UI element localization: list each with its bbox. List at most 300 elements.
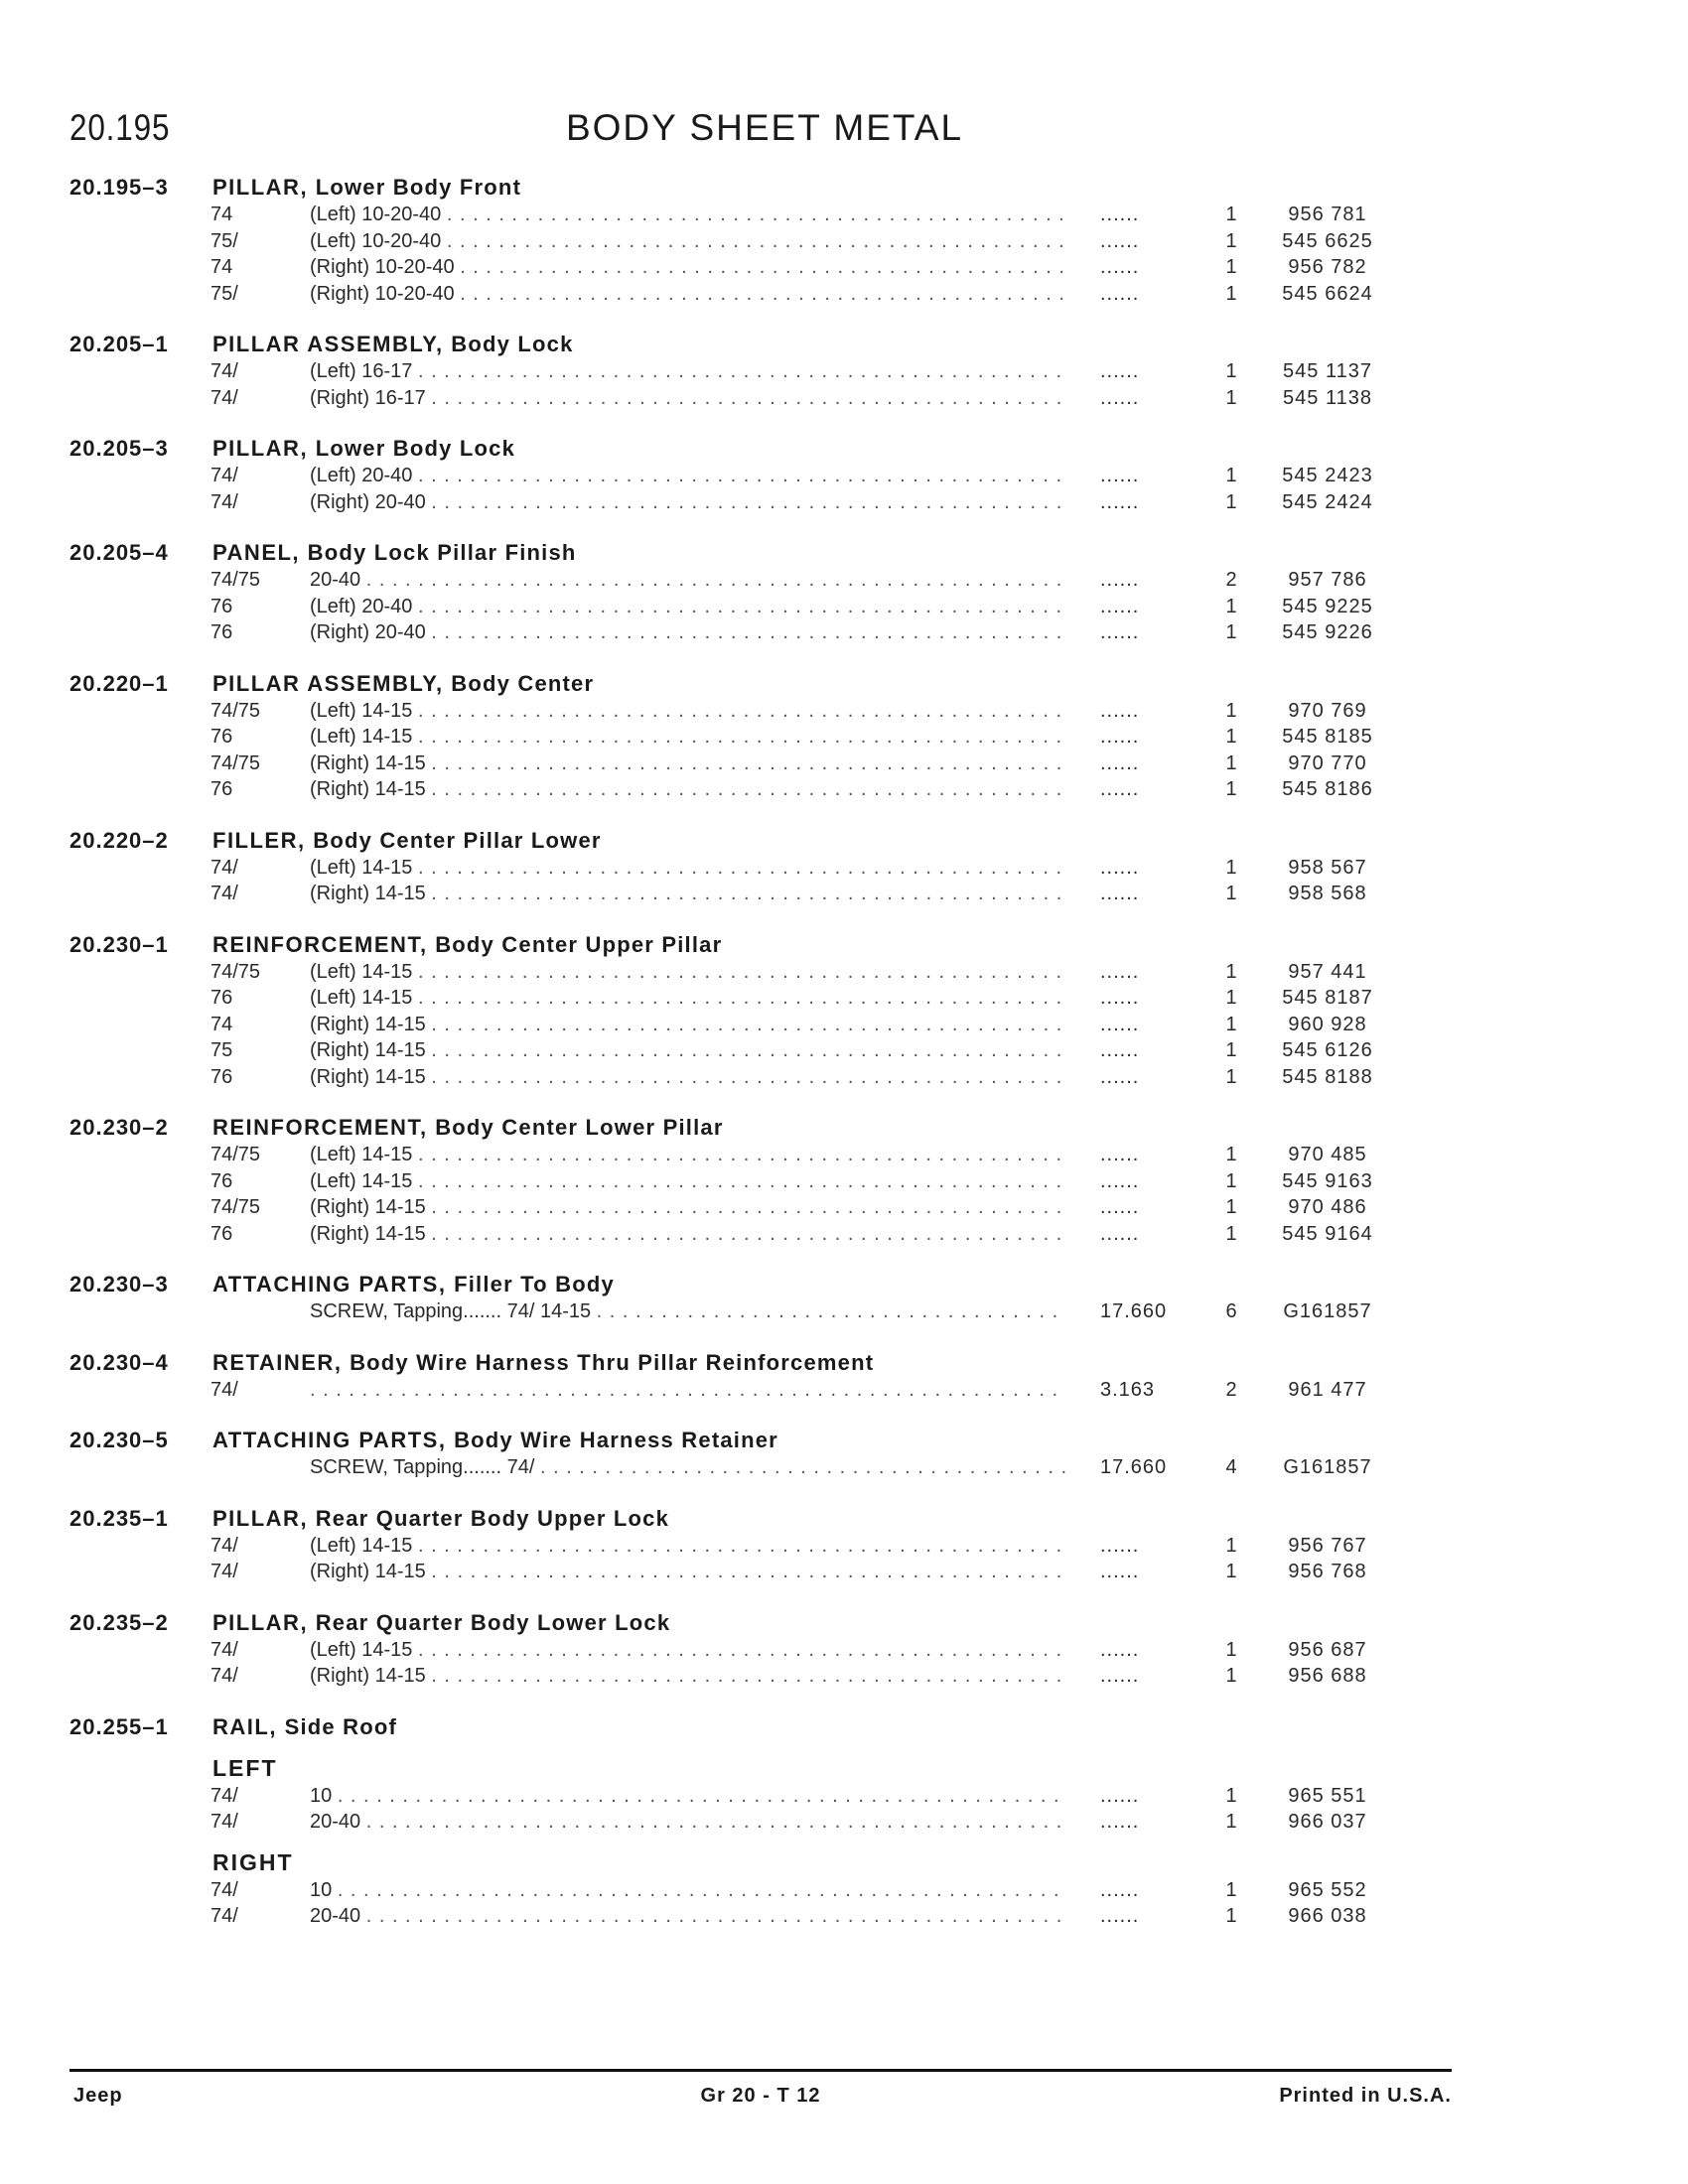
- reference-number: ......: [1100, 1065, 1140, 1088]
- description-leader: [310, 1144, 1066, 1166]
- catalog-section: [0, 1714, 1688, 1932]
- part-row: [0, 1639, 1688, 1666]
- quantity: 1: [1225, 204, 1237, 225]
- part-row: [0, 1811, 1688, 1838]
- section-title: [212, 671, 594, 697]
- section-header: [0, 436, 1688, 465]
- model-code: 74/: [211, 386, 238, 409]
- description-leader: [310, 596, 1066, 618]
- section-title-sub: Rear Quarter Body Lower Lock: [315, 1609, 671, 1635]
- part-row: [0, 726, 1688, 752]
- description-leader: [310, 778, 1066, 801]
- footer-brand: Jeep: [73, 2085, 123, 2107]
- quantity: 1: [1225, 1144, 1237, 1165]
- quantity: 1: [1225, 1039, 1237, 1061]
- model-code: 74/75: [211, 699, 261, 722]
- description-leader: [310, 752, 1066, 775]
- part-description: (Right) 14-15: [310, 1561, 432, 1582]
- quantity: 1: [1225, 1534, 1237, 1557]
- section-header: [0, 1350, 1688, 1379]
- description-leader: [310, 1196, 1066, 1219]
- part-description: (Right) 14-15: [310, 778, 432, 800]
- part-description: (Right) 14-15: [310, 1196, 432, 1218]
- section-title: [212, 1714, 397, 1740]
- quantity: 1: [1225, 1811, 1237, 1833]
- quantity: 1: [1225, 1013, 1237, 1035]
- part-description: (Left) 14-15: [310, 856, 418, 879]
- section-title-sub: Filler To Body: [454, 1272, 615, 1297]
- part-description: (Left) 14-15: [310, 1534, 418, 1557]
- model-code: 74/: [211, 1638, 238, 1661]
- part-description: (Left) 10-20-40: [310, 229, 447, 252]
- model-code: 74/: [211, 883, 238, 904]
- description-leader: [310, 1300, 1066, 1323]
- model-code: 75: [211, 1039, 233, 1061]
- part-number: 966 037: [1288, 1811, 1367, 1833]
- description-leader: [310, 569, 1066, 592]
- model-code: 74/75: [211, 960, 261, 983]
- model-code: 76: [211, 1169, 233, 1192]
- part-description: 10: [310, 1784, 338, 1807]
- quantity: 1: [1225, 883, 1237, 904]
- quantity: 1: [1225, 465, 1237, 486]
- group-heading: [0, 1751, 1688, 1785]
- footer-group-ref: Gr 20 - T 12: [700, 2085, 821, 2107]
- section-number: 20.220–1: [70, 670, 169, 696]
- part-description: SCREW, Tapping....... 74/: [310, 1456, 540, 1478]
- parts-list: [0, 175, 1688, 1955]
- description-leader: [310, 1066, 1066, 1089]
- part-description: (Left) 14-15: [310, 726, 418, 748]
- quantity: 1: [1225, 699, 1237, 722]
- model-code: 76: [211, 1222, 233, 1245]
- part-number: 956 768: [1288, 1561, 1367, 1582]
- part-row: [0, 1039, 1688, 1066]
- catalog-section: [0, 1428, 1688, 1483]
- description-leader: [310, 1665, 1066, 1688]
- section-title: [212, 1428, 778, 1453]
- reference-number: ......: [1100, 883, 1140, 904]
- quantity: 1: [1225, 1065, 1237, 1088]
- part-number: 545 1138: [1283, 386, 1372, 409]
- part-number: G161857: [1283, 1300, 1372, 1322]
- catalog-section: [0, 932, 1688, 1093]
- reference-number: ......: [1100, 465, 1140, 486]
- description-leader: [310, 491, 1066, 514]
- section-number: 20.205–3: [70, 436, 169, 461]
- part-number: 957 786: [1288, 569, 1367, 591]
- quantity: 1: [1225, 229, 1237, 252]
- model-code: 76: [211, 987, 233, 1009]
- part-description: (Right) 14-15: [310, 751, 432, 774]
- quantity: 2: [1225, 1378, 1237, 1401]
- part-row: [0, 1665, 1688, 1692]
- description-leader: [310, 987, 1066, 1010]
- reference-number: ......: [1100, 229, 1140, 252]
- part-description: (Right) 16-17: [310, 386, 432, 409]
- description-leader: [310, 726, 1066, 749]
- part-number: 545 9164: [1282, 1222, 1373, 1245]
- quantity: 1: [1225, 1222, 1237, 1245]
- part-number: 958 567: [1288, 856, 1367, 879]
- part-number: 545 9225: [1282, 595, 1373, 617]
- catalog-section: [0, 1506, 1688, 1587]
- model-code: 74/: [211, 490, 238, 513]
- description-leader: [310, 1223, 1066, 1246]
- description-leader: [310, 1785, 1066, 1808]
- description-leader: [310, 857, 1066, 880]
- section-title-main: FILLER,: [212, 827, 306, 853]
- part-row: [0, 778, 1688, 805]
- part-row: [0, 1905, 1688, 1932]
- section-number: 20.230–4: [70, 1349, 169, 1375]
- model-code: 74/: [211, 1534, 238, 1557]
- part-row: [0, 1785, 1688, 1812]
- part-number: 965 552: [1288, 1878, 1367, 1901]
- group-heading: [0, 1845, 1688, 1879]
- part-row: [0, 857, 1688, 884]
- section-title: [212, 332, 574, 357]
- group-label: RIGHT: [212, 1848, 294, 1875]
- reference-number: ......: [1100, 360, 1140, 382]
- quantity: 1: [1225, 1169, 1237, 1192]
- page-header: [70, 107, 1460, 157]
- part-number: 960 928: [1288, 1013, 1367, 1035]
- reference-number: ......: [1100, 1811, 1140, 1833]
- section-header: [0, 332, 1688, 360]
- section-number: 20.205–4: [70, 540, 169, 565]
- reference-number: 17.660: [1100, 1456, 1168, 1478]
- section-number: 20.235–2: [70, 1609, 169, 1635]
- part-row: [0, 752, 1688, 779]
- reference-number: ......: [1100, 1784, 1140, 1807]
- quantity: 1: [1225, 282, 1237, 305]
- part-description: 10: [310, 1878, 338, 1901]
- description-leader: [310, 1379, 1066, 1402]
- section-title-sub: Body Wire Harness Thru Pillar Reinforcement: [350, 1349, 875, 1375]
- part-number: 956 781: [1288, 204, 1367, 225]
- reference-number: ......: [1100, 1039, 1140, 1061]
- part-number: 970 485: [1288, 1144, 1367, 1165]
- part-row: [0, 883, 1688, 909]
- model-code: 74/: [211, 360, 238, 382]
- section-title-sub: Body Center Lower Pillar: [435, 1115, 724, 1140]
- part-number: 956 767: [1288, 1534, 1367, 1557]
- part-number: 965 551: [1288, 1784, 1367, 1807]
- section-title: [212, 1350, 874, 1376]
- part-row: [0, 569, 1688, 596]
- quantity: 2: [1225, 569, 1237, 591]
- part-row: [0, 1066, 1688, 1093]
- section-title-main: ATTACHING PARTS,: [212, 1428, 447, 1452]
- part-number: 970 486: [1288, 1196, 1367, 1218]
- model-code: 74: [211, 256, 233, 278]
- reference-number: ......: [1100, 282, 1140, 305]
- reference-number: ......: [1100, 1638, 1140, 1661]
- model-code: 74/: [211, 1878, 238, 1901]
- section-title-main: REINFORCEMENT,: [212, 1115, 428, 1140]
- part-row: [0, 1456, 1688, 1483]
- reference-number: ......: [1100, 751, 1140, 774]
- part-description: (Left) 10-20-40: [310, 204, 447, 225]
- part-row: [0, 360, 1688, 387]
- part-row: [0, 987, 1688, 1014]
- section-title-main: PANEL,: [212, 540, 301, 565]
- reference-number: ......: [1100, 1144, 1140, 1165]
- part-number: 545 8188: [1282, 1065, 1373, 1088]
- part-row: [0, 1223, 1688, 1250]
- section-header: [0, 1115, 1688, 1144]
- catalog-section: [0, 436, 1688, 517]
- part-description: (Left) 20-40: [310, 595, 418, 617]
- catalog-section: [0, 1272, 1688, 1327]
- part-number: 545 8185: [1282, 726, 1373, 748]
- description-leader: [310, 387, 1066, 410]
- part-row: [0, 596, 1688, 622]
- quantity: 1: [1225, 386, 1237, 409]
- part-number: 545 1137: [1283, 360, 1372, 382]
- section-title-main: ATTACHING PARTS,: [212, 1272, 447, 1297]
- section-title: [212, 436, 515, 462]
- part-number: 545 9226: [1282, 621, 1373, 643]
- quantity: 1: [1225, 1905, 1237, 1927]
- part-number: 545 6624: [1282, 282, 1373, 305]
- catalog-section: [0, 828, 1688, 909]
- catalog-section: [0, 540, 1688, 648]
- section-title-sub: Body Center Pillar Lower: [313, 827, 602, 853]
- reference-number: ......: [1100, 1169, 1140, 1192]
- section-title-sub: Body Center Upper Pillar: [435, 931, 723, 957]
- part-row: [0, 387, 1688, 414]
- section-title-main: PILLAR,: [212, 436, 309, 461]
- part-row: [0, 283, 1688, 310]
- quantity: 1: [1225, 621, 1237, 643]
- model-code: 76: [211, 778, 233, 800]
- section-number: 20.205–1: [70, 332, 169, 356]
- section-number: 20.195–3: [70, 175, 169, 200]
- section-title-sub: Rear Quarter Body Upper Lock: [315, 1505, 670, 1531]
- part-row: [0, 1879, 1688, 1906]
- part-description: (Right) 20-40: [310, 621, 432, 643]
- section-header: [0, 1272, 1688, 1300]
- section-title: [212, 1610, 670, 1636]
- part-number: G161857: [1283, 1456, 1372, 1478]
- description-leader: [310, 961, 1066, 984]
- section-header: [0, 1428, 1688, 1456]
- part-description: 20-40: [310, 569, 366, 591]
- part-row: [0, 465, 1688, 491]
- part-row: [0, 621, 1688, 648]
- footer-divider: [70, 2069, 1452, 2072]
- model-code: 75/: [211, 282, 238, 305]
- part-number: 957 441: [1288, 960, 1367, 983]
- description-leader: [310, 360, 1066, 383]
- part-row: [0, 1144, 1688, 1170]
- part-description: (Right) 14-15: [310, 883, 432, 904]
- part-number: 956 687: [1288, 1638, 1367, 1661]
- section-title-main: RETAINER,: [212, 1349, 343, 1375]
- quantity: 1: [1225, 1561, 1237, 1582]
- model-code: 74/75: [211, 751, 261, 774]
- part-number: 970 770: [1288, 751, 1367, 774]
- quantity: 1: [1225, 1638, 1237, 1661]
- part-description: (Right) 10-20-40: [310, 282, 461, 305]
- part-number: 545 8187: [1282, 987, 1373, 1009]
- section-header: [0, 1714, 1688, 1743]
- section-title-sub: Side Roof: [284, 1713, 398, 1739]
- description-leader: [310, 1014, 1066, 1036]
- page-number: 20.195: [70, 107, 171, 148]
- part-description: (Right) 14-15: [310, 1222, 432, 1245]
- model-code: 74/75: [211, 569, 261, 591]
- catalog-section: [0, 1610, 1688, 1692]
- reference-number: ......: [1100, 960, 1140, 983]
- quantity: 1: [1225, 1878, 1237, 1901]
- part-description: (Left) 14-15: [310, 1638, 418, 1661]
- quantity: 1: [1225, 987, 1237, 1009]
- section-number: 20.220–2: [70, 827, 169, 853]
- section-title-sub: Lower Body Lock: [315, 436, 516, 461]
- section-header: [0, 932, 1688, 961]
- part-row: [0, 700, 1688, 727]
- section-title-sub: Lower Body Front: [315, 175, 522, 200]
- page-title: BODY SHEET METAL: [565, 107, 964, 148]
- model-code: 75/: [211, 229, 238, 252]
- reference-number: ......: [1100, 569, 1140, 591]
- section-title-main: REINFORCEMENT,: [212, 931, 428, 957]
- part-number: 956 688: [1288, 1665, 1367, 1687]
- quantity: 1: [1225, 1665, 1237, 1687]
- part-description: (Left) 14-15: [310, 960, 418, 983]
- reference-number: ......: [1100, 778, 1140, 800]
- description-leader: [310, 1811, 1066, 1834]
- quantity: 1: [1225, 778, 1237, 800]
- section-title-main: PILLAR ASSEMBLY,: [212, 670, 444, 696]
- quantity: 1: [1225, 856, 1237, 879]
- part-number: 545 9163: [1282, 1169, 1373, 1192]
- reference-number: ......: [1100, 1561, 1140, 1582]
- part-description: (Right) 14-15: [310, 1065, 432, 1088]
- model-code: 76: [211, 595, 233, 617]
- catalog-section: [0, 175, 1688, 309]
- model-code: 74/: [211, 856, 238, 879]
- model-code: 74/: [211, 1905, 238, 1927]
- part-description: (Left) 14-15: [310, 1169, 418, 1192]
- reference-number: ......: [1100, 987, 1140, 1009]
- reference-number: 3.163: [1100, 1378, 1156, 1401]
- quantity: 1: [1225, 490, 1237, 513]
- description-leader: [310, 1456, 1066, 1479]
- reference-number: ......: [1100, 699, 1140, 722]
- reference-number: ......: [1100, 1222, 1140, 1245]
- reference-number: ......: [1100, 621, 1140, 643]
- model-code: 76: [211, 1065, 233, 1088]
- model-code: 74: [211, 204, 233, 225]
- description-leader: [310, 883, 1066, 905]
- reference-number: ......: [1100, 595, 1140, 617]
- quantity: 1: [1225, 595, 1237, 617]
- section-title: [212, 540, 577, 566]
- part-description: (Left) 14-15: [310, 699, 418, 722]
- part-description: (Right) 20-40: [310, 490, 432, 513]
- quantity: 4: [1225, 1456, 1237, 1478]
- section-header: [0, 540, 1688, 569]
- part-row: [0, 1300, 1688, 1327]
- part-row: [0, 204, 1688, 230]
- section-number: 20.230–2: [70, 1115, 169, 1140]
- footer-printed: Printed in U.S.A.: [1279, 2085, 1452, 2107]
- reference-number: ......: [1100, 1196, 1140, 1218]
- description-leader: [310, 1535, 1066, 1558]
- section-title: [212, 932, 722, 958]
- part-description: (Left) 16-17: [310, 360, 418, 382]
- model-code: 74/: [211, 1561, 238, 1582]
- part-description: (Left) 14-15: [310, 987, 418, 1009]
- part-description: 20-40: [310, 1811, 366, 1833]
- part-number: 545 2423: [1282, 465, 1373, 486]
- section-title: [212, 175, 521, 201]
- catalog-section: [0, 1115, 1688, 1249]
- quantity: 1: [1225, 1784, 1237, 1807]
- catalog-section: [0, 671, 1688, 805]
- model-code: 74/75: [211, 1196, 261, 1218]
- quantity: 1: [1225, 960, 1237, 983]
- description-leader: [310, 256, 1066, 279]
- section-number: 20.230–1: [70, 931, 169, 957]
- model-code: 74: [211, 1013, 233, 1035]
- part-description: (Right) 10-20-40: [310, 256, 461, 278]
- model-code: 74/: [211, 1811, 238, 1833]
- part-description: (Left) 20-40: [310, 465, 418, 486]
- description-leader: [310, 230, 1066, 253]
- section-title-main: PILLAR ASSEMBLY,: [212, 332, 444, 356]
- quantity: 1: [1225, 726, 1237, 748]
- reference-number: ......: [1100, 490, 1140, 513]
- section-title-main: PILLAR,: [212, 1609, 309, 1635]
- quantity: 1: [1225, 360, 1237, 382]
- reference-number: ......: [1100, 856, 1140, 879]
- part-number: 958 568: [1288, 883, 1367, 904]
- section-title-sub: Body Lock: [451, 332, 574, 356]
- section-title: [212, 1272, 615, 1297]
- description-leader: [310, 1039, 1066, 1062]
- quantity: 1: [1225, 1196, 1237, 1218]
- reference-number: ......: [1100, 1534, 1140, 1557]
- part-row: [0, 1535, 1688, 1562]
- model-code: 76: [211, 726, 233, 748]
- model-code: 74/: [211, 1784, 238, 1807]
- part-number: 545 2424: [1282, 490, 1373, 513]
- part-number: 545 6126: [1282, 1039, 1373, 1061]
- part-number: 970 769: [1288, 699, 1367, 722]
- catalog-section: [0, 1350, 1688, 1406]
- model-code: 74/: [211, 465, 238, 486]
- reference-number: ......: [1100, 204, 1140, 225]
- catalog-section: [0, 332, 1688, 413]
- reference-number: ......: [1100, 1665, 1140, 1687]
- part-number: 545 8186: [1282, 778, 1373, 800]
- description-leader: [310, 1639, 1066, 1662]
- description-leader: [310, 1561, 1066, 1583]
- reference-number: ......: [1100, 386, 1140, 409]
- description-leader: [310, 1170, 1066, 1193]
- group-label: LEFT: [212, 1754, 278, 1781]
- section-number: 20.230–5: [70, 1428, 169, 1452]
- description-leader: [310, 700, 1066, 723]
- part-row: [0, 1196, 1688, 1223]
- section-header: [0, 175, 1688, 204]
- section-header: [0, 1610, 1688, 1639]
